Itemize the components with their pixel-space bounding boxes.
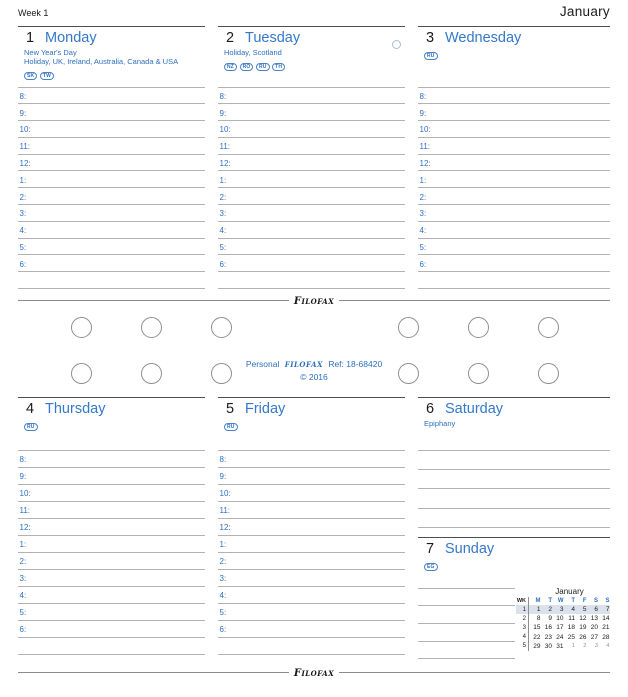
time-label: 3: xyxy=(219,574,227,583)
time-slot xyxy=(418,222,610,239)
ruled-line xyxy=(18,638,205,655)
time-slot xyxy=(218,451,405,468)
time-label: 1: xyxy=(219,540,227,549)
time-label: 8: xyxy=(19,455,27,464)
calendar-day: 8 xyxy=(536,615,541,623)
ruled-line xyxy=(418,272,610,289)
weekday-header: T xyxy=(548,598,552,604)
country-badge: EG xyxy=(424,563,438,571)
time-label: 5: xyxy=(219,608,227,617)
day-number: 5 xyxy=(225,401,235,417)
writing-lines xyxy=(418,87,610,290)
weekday-header: M xyxy=(535,598,541,604)
filofax-logo: filofax xyxy=(293,292,335,308)
divider-line xyxy=(339,672,610,673)
product-name: Personal xyxy=(245,359,280,369)
time-slot xyxy=(218,485,405,502)
product-ref-line xyxy=(18,359,610,370)
week-number: 4 xyxy=(516,633,529,642)
time-label: 12: xyxy=(219,523,231,532)
country-badge: TH xyxy=(272,63,285,71)
calendar-day: 24 xyxy=(556,633,564,641)
time-slot xyxy=(18,171,205,188)
writing-lines xyxy=(218,450,405,655)
time-slot xyxy=(218,570,405,587)
punch-hole-guide xyxy=(398,363,419,384)
time-slot xyxy=(218,188,405,205)
country-badge: NZ xyxy=(224,63,237,71)
country-badge: RU xyxy=(256,63,270,71)
punch-hole-guide xyxy=(141,317,162,338)
time-label: 2: xyxy=(219,557,227,566)
punch-hole-guide xyxy=(398,317,419,338)
calendar-day: 18 xyxy=(567,624,575,632)
divider-line xyxy=(339,300,610,301)
month-label: January xyxy=(559,4,610,19)
mini-calendar xyxy=(516,587,610,651)
mini-calendar-week-row xyxy=(516,633,610,642)
country-badge: RO xyxy=(240,63,254,71)
time-slot xyxy=(218,536,405,553)
time-slot xyxy=(18,536,205,553)
calendar-day: 26 xyxy=(579,633,587,641)
calendar-day: 2 xyxy=(583,643,587,650)
time-label: 9: xyxy=(219,108,227,118)
day-number: 6 xyxy=(425,401,435,417)
time-label: 3: xyxy=(219,209,227,219)
time-slot xyxy=(218,222,405,239)
day-title xyxy=(418,30,610,46)
time-label: 12: xyxy=(419,158,431,168)
holiday-line: Holiday, UK, Ireland, Australia, Canada & USA xyxy=(24,57,179,67)
day-cell-tuesday xyxy=(218,26,405,287)
time-slot xyxy=(218,138,405,155)
day-header xyxy=(218,30,405,87)
holiday-badges xyxy=(18,69,205,80)
punch-hole-guide xyxy=(538,317,559,338)
time-slot xyxy=(18,104,205,121)
day-name: Saturday xyxy=(445,401,504,417)
time-label: 1: xyxy=(419,175,427,185)
calendar-day: 25 xyxy=(567,633,575,641)
calendar-day: 16 xyxy=(544,624,552,632)
punch-hole-guide xyxy=(141,363,162,384)
time-slot xyxy=(18,587,205,604)
day-title xyxy=(418,541,610,557)
time-label: 6: xyxy=(19,625,27,634)
holiday-badges xyxy=(418,49,610,60)
holiday-line: Epiphany xyxy=(424,419,456,428)
ruled-line xyxy=(418,606,515,624)
day-name: Thursday xyxy=(45,401,106,417)
time-slot xyxy=(218,621,405,638)
holiday-badges xyxy=(18,420,205,431)
time-slot xyxy=(18,468,205,485)
time-label: 9: xyxy=(219,472,227,481)
punch-hole-guide xyxy=(71,363,92,384)
calendar-day: 14 xyxy=(602,615,610,623)
time-label: 6: xyxy=(219,625,227,634)
time-label: 4: xyxy=(419,226,427,236)
day-header xyxy=(418,541,610,588)
time-label: 6: xyxy=(419,259,427,269)
calendar-day: 13 xyxy=(590,615,598,623)
time-label: 4: xyxy=(219,591,227,600)
ruled-line xyxy=(218,638,405,655)
filofax-logo: filofax xyxy=(293,664,335,680)
ruled-line xyxy=(418,642,515,660)
time-slot xyxy=(18,88,205,105)
calendar-day: 1 xyxy=(571,643,575,650)
time-label: 8: xyxy=(19,91,27,101)
punch-hole-guide xyxy=(538,363,559,384)
time-label: 4: xyxy=(19,591,27,600)
time-label: 10: xyxy=(219,125,231,135)
time-slot xyxy=(18,239,205,256)
writing-lines xyxy=(18,450,205,655)
holiday-line: New Year's Day xyxy=(24,48,77,57)
day-cell-saturday xyxy=(418,397,610,527)
ruled-line xyxy=(418,451,610,470)
mini-calendar-week-row xyxy=(516,642,610,651)
holiday-text xyxy=(418,419,610,428)
time-slot xyxy=(218,587,405,604)
time-slot xyxy=(18,205,205,222)
calendar-day: 6 xyxy=(594,606,598,614)
mini-calendar-week-row xyxy=(516,605,610,614)
time-slot xyxy=(18,255,205,272)
day-cell-monday xyxy=(18,26,205,287)
time-label: 11: xyxy=(219,142,231,152)
time-label: 10: xyxy=(419,125,431,135)
week-number-header: WK xyxy=(516,597,529,605)
day-cell-wednesday xyxy=(418,26,610,287)
ruled-line xyxy=(418,624,515,642)
time-label: 10: xyxy=(19,125,31,135)
calendar-day: 3 xyxy=(594,643,598,650)
time-slot xyxy=(418,88,610,105)
time-label: 5: xyxy=(219,242,227,252)
time-label: 12: xyxy=(19,523,31,532)
time-slot xyxy=(218,553,405,570)
time-label: 3: xyxy=(419,209,427,219)
filofax-logo: filofax xyxy=(284,359,323,370)
calendar-day: 15 xyxy=(533,624,541,632)
week-number: 1 xyxy=(516,605,529,614)
divider-line xyxy=(18,672,289,673)
copyright: © 2016 xyxy=(300,372,328,382)
ref-number: Ref: 18-68420 xyxy=(328,359,383,369)
time-slot xyxy=(418,255,610,272)
day-number: 4 xyxy=(25,401,35,417)
time-label: 9: xyxy=(19,108,27,118)
time-label: 9: xyxy=(419,108,427,118)
mini-calendar-header-row xyxy=(516,597,610,605)
mini-calendar-title: January xyxy=(555,587,584,596)
time-slot xyxy=(418,239,610,256)
holiday-line: Holiday, Scotland xyxy=(224,48,282,57)
calendar-day: 27 xyxy=(590,633,598,641)
writing-lines xyxy=(418,588,515,660)
time-slot xyxy=(18,502,205,519)
holiday-badges xyxy=(218,420,405,431)
calendar-day: 9 xyxy=(548,615,552,623)
day-number: 1 xyxy=(25,30,35,46)
day-number: 3 xyxy=(425,30,435,46)
punch-hole-guide xyxy=(211,363,232,384)
calendar-day: 23 xyxy=(544,633,552,641)
filofax-divider-bottom xyxy=(18,666,610,678)
day-name: Sunday xyxy=(445,541,495,557)
time-slot xyxy=(218,468,405,485)
calendar-day: 4 xyxy=(571,606,575,614)
time-slot xyxy=(18,451,205,468)
day-name: Monday xyxy=(45,30,97,46)
time-label: 3: xyxy=(19,209,27,219)
time-label: 8: xyxy=(419,91,427,101)
writing-lines xyxy=(18,87,205,290)
time-slot xyxy=(418,171,610,188)
time-slot xyxy=(418,121,610,138)
time-slot xyxy=(218,519,405,536)
day-header xyxy=(18,401,205,450)
calendar-day: 29 xyxy=(533,642,541,650)
time-label: 5: xyxy=(19,608,27,617)
center-branding xyxy=(18,359,610,382)
time-label: 8: xyxy=(219,455,227,464)
week-number: 5 xyxy=(516,642,529,651)
time-label: 1: xyxy=(19,175,27,185)
day-cell-friday xyxy=(218,397,405,652)
time-label: 1: xyxy=(19,540,27,549)
time-slot xyxy=(218,502,405,519)
time-slot xyxy=(218,155,405,172)
ruled-line xyxy=(418,489,610,508)
time-slot xyxy=(18,604,205,621)
time-label: 11: xyxy=(219,506,231,515)
country-badge: TW xyxy=(40,72,54,80)
calendar-day: 20 xyxy=(590,624,598,632)
time-label: 2: xyxy=(219,192,227,202)
time-label: 3: xyxy=(19,574,27,583)
writing-lines xyxy=(418,450,610,529)
time-slot xyxy=(218,205,405,222)
calendar-day: 2 xyxy=(548,606,552,614)
day-name: Tuesday xyxy=(245,30,301,46)
time-slot xyxy=(18,519,205,536)
calendar-day: 21 xyxy=(602,624,610,632)
calendar-day: 22 xyxy=(533,633,541,641)
day-name: Friday xyxy=(245,401,286,417)
holiday-badges xyxy=(218,60,405,71)
time-slot xyxy=(418,188,610,205)
calendar-day: 19 xyxy=(579,624,587,632)
calendar-day: 1 xyxy=(536,606,541,614)
time-slot xyxy=(218,239,405,256)
calendar-day: 11 xyxy=(568,615,575,623)
time-label: 11: xyxy=(19,506,31,515)
time-label: 2: xyxy=(419,192,427,202)
calendar-day: 4 xyxy=(606,643,610,650)
weekday-header: W xyxy=(557,598,564,604)
day-title xyxy=(18,401,205,417)
holiday-badges xyxy=(418,560,610,571)
time-slot xyxy=(418,205,610,222)
weekday-header: T xyxy=(571,598,575,604)
day-name: Wednesday xyxy=(445,30,522,46)
punch-hole-guide xyxy=(468,363,489,384)
mini-calendar-week-row xyxy=(516,623,610,632)
calendar-day: 3 xyxy=(559,606,564,614)
day-title xyxy=(218,401,405,417)
day-title xyxy=(218,30,405,46)
time-label: 12: xyxy=(219,158,231,168)
time-label: 10: xyxy=(19,489,31,498)
country-badge: RU xyxy=(424,52,438,60)
time-slot xyxy=(18,188,205,205)
time-slot xyxy=(218,171,405,188)
time-label: 5: xyxy=(419,242,427,252)
time-label: 11: xyxy=(19,142,31,152)
divider-line xyxy=(18,300,289,301)
calendar-day: 31 xyxy=(556,642,564,650)
time-label: 12: xyxy=(19,158,31,168)
time-label: 4: xyxy=(19,226,27,236)
calendar-day: 12 xyxy=(579,615,587,623)
holiday-text xyxy=(218,48,405,57)
ruled-line xyxy=(418,470,610,489)
day-cell-thursday xyxy=(18,397,205,652)
time-slot xyxy=(18,138,205,155)
weekday-header: F xyxy=(582,598,587,604)
ruled-line xyxy=(418,509,610,528)
time-slot xyxy=(418,104,610,121)
time-slot xyxy=(18,570,205,587)
time-slot xyxy=(218,255,405,272)
punch-hole-guide xyxy=(71,317,92,338)
day-header xyxy=(218,401,405,450)
time-slot xyxy=(18,222,205,239)
time-label: 10: xyxy=(219,489,231,498)
time-label: 11: xyxy=(419,142,431,152)
time-slot xyxy=(418,155,610,172)
time-label: 1: xyxy=(219,175,227,185)
ruled-line xyxy=(18,272,205,289)
time-label: 4: xyxy=(219,226,227,236)
time-label: 8: xyxy=(219,91,227,101)
country-badge: RU xyxy=(224,423,238,431)
week-number: 2 xyxy=(516,614,529,623)
time-slot xyxy=(218,104,405,121)
week-number: 3 xyxy=(516,623,529,632)
day-header xyxy=(18,30,205,87)
time-slot xyxy=(218,88,405,105)
calendar-day: 7 xyxy=(605,606,610,614)
filofax-divider-top xyxy=(18,294,610,306)
time-label: 6: xyxy=(19,259,27,269)
day-title xyxy=(418,401,610,417)
punch-hole-guide xyxy=(211,317,232,338)
weekday-header: S xyxy=(593,598,598,604)
day-header xyxy=(418,30,610,87)
time-slot xyxy=(18,121,205,138)
calendar-day: 10 xyxy=(556,615,564,623)
country-badge: SK xyxy=(24,72,37,80)
time-slot xyxy=(418,138,610,155)
mini-calendar-week-row xyxy=(516,614,610,623)
time-slot xyxy=(218,604,405,621)
time-slot xyxy=(18,485,205,502)
day-number: 7 xyxy=(425,541,435,557)
time-label: 2: xyxy=(19,557,27,566)
weekday-header: S xyxy=(605,598,610,604)
time-slot xyxy=(218,121,405,138)
calendar-day: 30 xyxy=(544,642,552,650)
time-slot xyxy=(18,553,205,570)
day-header xyxy=(418,401,610,450)
writing-lines xyxy=(218,87,405,290)
time-slot xyxy=(18,621,205,638)
calendar-day: 17 xyxy=(556,624,564,632)
ruled-line xyxy=(418,589,515,607)
time-label: 5: xyxy=(19,242,27,252)
calendar-day: 5 xyxy=(582,606,587,614)
time-label: 9: xyxy=(19,472,27,481)
time-label: 2: xyxy=(19,192,27,202)
moon-phase-icon xyxy=(392,40,401,49)
mini-calendar-grid xyxy=(516,597,610,651)
country-badge: RU xyxy=(24,423,38,431)
time-label: 6: xyxy=(219,259,227,269)
ruled-line xyxy=(218,272,405,289)
day-number: 2 xyxy=(225,30,235,46)
punch-hole-guide xyxy=(468,317,489,338)
day-title xyxy=(18,30,205,46)
calendar-day: 28 xyxy=(602,633,610,641)
week-label: Week 1 xyxy=(18,8,49,18)
holiday-text xyxy=(18,48,205,66)
time-slot xyxy=(18,155,205,172)
